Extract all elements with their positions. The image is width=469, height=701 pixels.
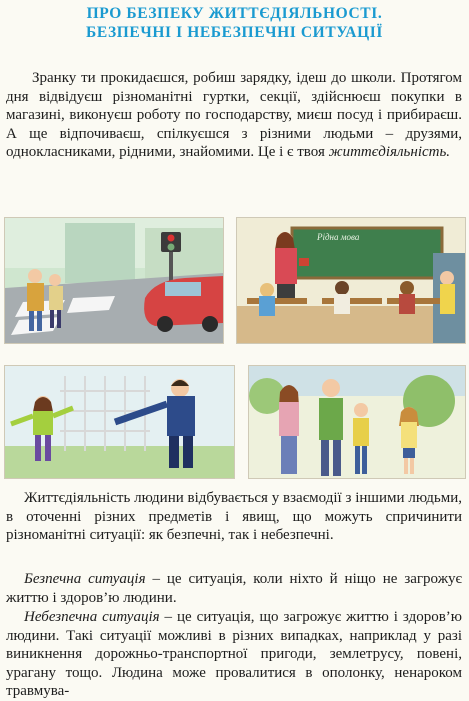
dangerous-situation-definition: – це ситуація, що загрожує життю і здоров’ю людини. Такі ситуації можливі в різних випадках, наприклад у разі виникнення дорожньо-транспортної пригоди, землетрусу, повені, урагану тощо. Людина може провалитися в ополонку, ненароком травмува- [6, 609, 462, 700]
paragraph-interaction: Життєдіяльність людини відбувається у взаємодії з іншими людьми, в оточенні різних предметів і явищ, що можуть спричинити різноманітні ситуації: як безпечні, так і небезпечні. [6, 490, 462, 544]
family-illustration [248, 365, 466, 479]
title-line-1: ПРО БЕЗПЕКУ ЖИТТЄДІЯЛЬНОСТІ. [86, 5, 383, 22]
playground-illustration [4, 365, 235, 479]
term-life-activity: життєдіяльність. [328, 144, 451, 161]
safe-situation-definition: – це ситуація, коли ніхто й ніщо не загрожує життю і здоров’ю людини. [6, 571, 462, 606]
street-crossing-illustration [4, 217, 224, 344]
page-title [0, 4, 469, 42]
term-safe-situation: Безпечна ситуація [24, 571, 146, 587]
title-line-2: БЕЗПЕЧНІ І НЕБЕЗПЕЧНІ СИТУАЦІЇ [86, 24, 383, 41]
board-text: Рідна мова [317, 232, 360, 242]
classroom-illustration [236, 217, 466, 344]
paragraph-safe-situation [6, 570, 462, 607]
term-dangerous-situation: Небезпечна ситуація [24, 609, 160, 625]
paragraph-dangerous-situation [6, 608, 462, 701]
paragraph-intro-text: Зранку ти прокидаєшся, робиш зарядку, ідеш до школи. Протягом дня відвідуєш різноманітні гуртки, секції, здійснюєш покупки в магазині, виконуєш роботу по господарству, миєш посуд і прибираєш. А ще відпочиваєш, спілкуєшся з різними людьми – друзями, однокласниками, рідними, знайомими. Це і є твоя [6, 70, 462, 161]
paragraph-intro [6, 69, 462, 162]
